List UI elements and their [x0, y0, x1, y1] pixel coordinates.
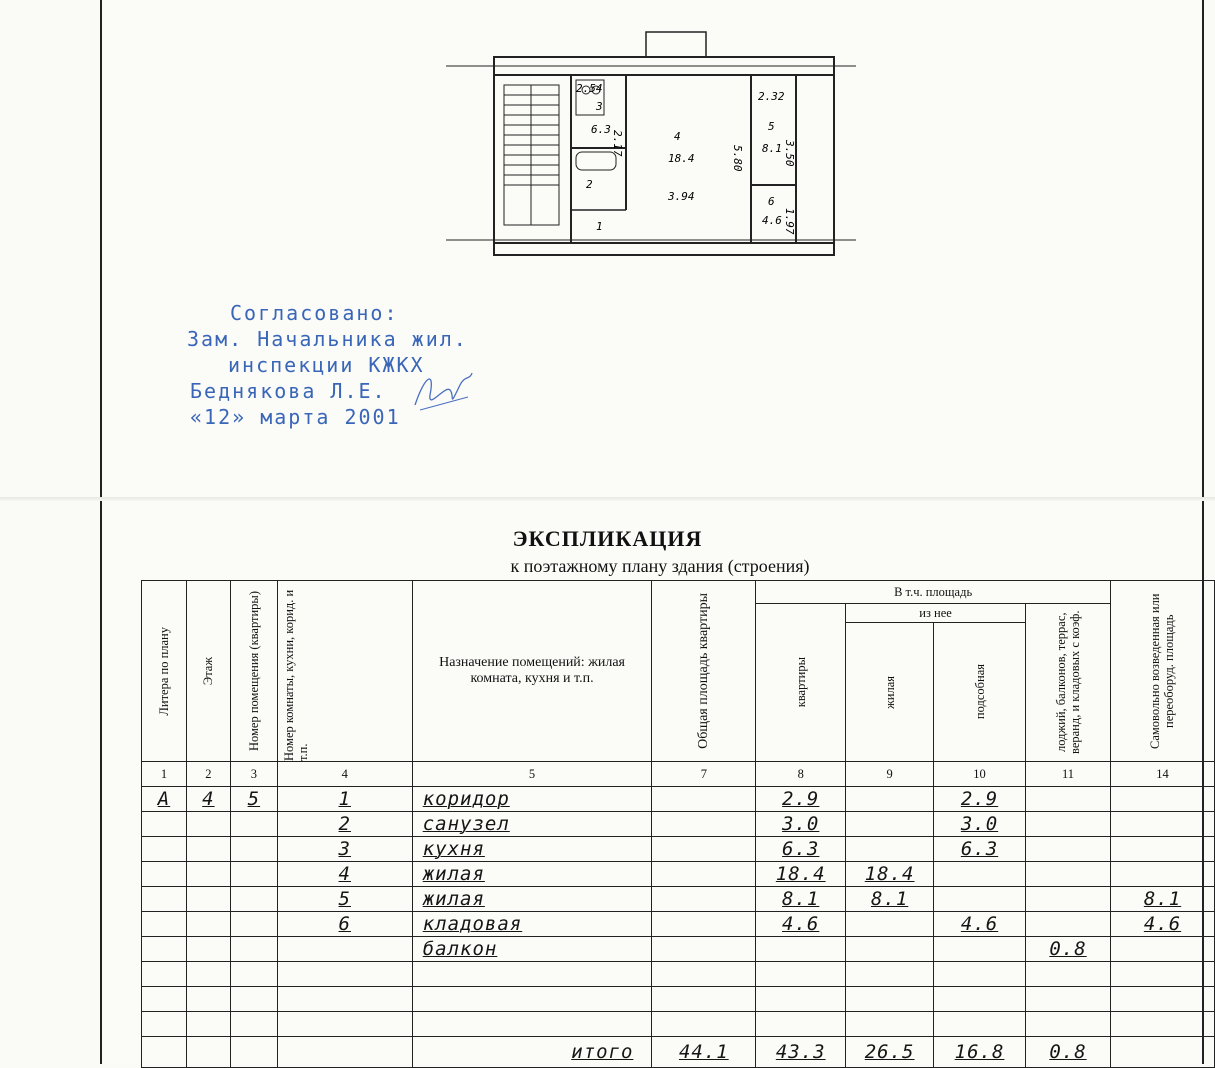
table-row — [142, 937, 1215, 962]
cell-loggia — [1025, 912, 1110, 937]
cell-room — [277, 1012, 412, 1037]
cell-purpose — [412, 1012, 652, 1037]
colnum: 9 — [846, 762, 934, 787]
cell-flat — [756, 962, 846, 987]
header-incl-area: В т.ч. площадь — [756, 581, 1111, 604]
cell-loggia — [1025, 787, 1110, 812]
cell-purpose: коридор — [412, 787, 652, 812]
cell-purpose: балкон — [412, 937, 652, 962]
cell-floor — [186, 987, 230, 1012]
cell-unauth — [1110, 962, 1214, 987]
cell-total — [652, 962, 756, 987]
room5-dims-top: 2.32 — [758, 90, 785, 103]
table-row — [142, 812, 1215, 837]
table-row — [142, 862, 1215, 887]
table-row — [142, 987, 1215, 1012]
cell-flat: 6.3 — [756, 837, 846, 862]
cell-floor: 4 — [186, 787, 230, 812]
header-apt-number: Номер помещения (квартиры) — [230, 581, 277, 762]
header-living: жилая — [846, 623, 934, 762]
document-title: ЭКСПЛИКАЦИЯ — [512, 526, 703, 551]
cell-total — [652, 987, 756, 1012]
cell-litera — [142, 887, 187, 912]
cell-total — [652, 862, 756, 887]
floor-plan — [446, 30, 856, 270]
cell-loggia — [1025, 837, 1110, 862]
cell-purpose: жилая — [412, 887, 652, 912]
total-unauth — [1110, 1037, 1214, 1068]
cell-litera — [142, 862, 187, 887]
cell-loggia — [1025, 962, 1110, 987]
cell-aux: 3.0 — [934, 812, 1026, 837]
room4-dims-side: 5.80 — [731, 145, 744, 172]
total-flat: 43.3 — [756, 1037, 846, 1068]
cell-living — [846, 912, 934, 937]
cell-aux: 6.3 — [934, 837, 1026, 862]
colnum: 2 — [186, 762, 230, 787]
header-unauthorized: Самовольно возведенная или переоборуд. площадь — [1110, 581, 1214, 762]
cell-apt: 5 — [230, 787, 277, 812]
header-room-number: Номер комнаты, кухни, корид. и т.п. — [277, 581, 412, 762]
colnum: 11 — [1025, 762, 1110, 787]
cell-aux — [934, 962, 1026, 987]
cell-total — [652, 937, 756, 962]
cell-unauth — [1110, 787, 1214, 812]
room3-area: 6.3 — [591, 123, 611, 136]
cell-total — [652, 912, 756, 937]
cell-aux — [934, 937, 1026, 962]
colnum: 7 — [652, 762, 756, 787]
room4-dims-bottom: 3.94 — [668, 190, 695, 203]
header-loggias: лоджий, балконов, террас, веранд, и кладовых с коэф. — [1025, 604, 1110, 762]
cell-floor — [186, 887, 230, 912]
cell-litera — [142, 837, 187, 862]
header-total-area: Общая площадь квартиры — [652, 581, 756, 762]
room5-number: 5 — [768, 120, 775, 133]
cell-living — [846, 1012, 934, 1037]
cell-total — [652, 837, 756, 862]
cell-apt — [230, 937, 277, 962]
cell-living — [846, 787, 934, 812]
stamp-line-5: «12» марта 2001 — [190, 405, 401, 429]
cell-loggia — [1025, 862, 1110, 887]
room4-area: 18.4 — [668, 152, 695, 165]
stamp-line-1: Согласовано: — [230, 301, 399, 325]
cell-aux — [934, 862, 1026, 887]
cell-loggia — [1025, 812, 1110, 837]
cell-total — [652, 812, 756, 837]
cell-flat — [756, 1012, 846, 1037]
cell-unauth — [1110, 812, 1214, 837]
header-row — [142, 581, 1215, 604]
cell-room: 5 — [277, 887, 412, 912]
cell-loggia — [1025, 1012, 1110, 1037]
paper-fold — [0, 497, 1215, 501]
room6-dims-side: 1.97 — [783, 208, 796, 235]
cell-loggia — [1025, 987, 1110, 1012]
room3-number: 3 — [596, 100, 603, 113]
cell-aux — [934, 887, 1026, 912]
colnum: 10 — [934, 762, 1026, 787]
cell-living — [846, 987, 934, 1012]
colnum: 3 — [230, 762, 277, 787]
cell-litera — [142, 987, 187, 1012]
cell-total — [652, 1012, 756, 1037]
cell-apt — [230, 862, 277, 887]
header-floor: Этаж — [186, 581, 230, 762]
room3-dims-side: 2.17 — [611, 130, 624, 157]
colnum: 5 — [412, 762, 652, 787]
colnum: 1 — [142, 762, 187, 787]
header-litera: Литера по плану — [142, 581, 187, 762]
cell-living: 8.1 — [846, 887, 934, 912]
room6-number: 6 — [768, 195, 775, 208]
cell-room: 4 — [277, 862, 412, 887]
colnum: 4 — [277, 762, 412, 787]
cell-unauth — [1110, 987, 1214, 1012]
stamp-line-3: инспекции КЖКХ — [228, 353, 425, 377]
cell-unauth — [1110, 862, 1214, 887]
cell-aux: 4.6 — [934, 912, 1026, 937]
cell-aux: 2.9 — [934, 787, 1026, 812]
total-loggia: 0.8 — [1025, 1037, 1110, 1068]
table-row — [142, 962, 1215, 987]
cell-floor — [186, 862, 230, 887]
cell-litera — [142, 937, 187, 962]
colnum: 14 — [1110, 762, 1214, 787]
cell-apt — [230, 837, 277, 862]
stamp-line-2: Зам. Начальника жил. — [187, 327, 468, 351]
cell-flat — [756, 987, 846, 1012]
header-of-which: из нее — [846, 604, 1026, 623]
cell-purpose: санузел — [412, 812, 652, 837]
cell-flat: 18.4 — [756, 862, 846, 887]
cell-living: 18.4 — [846, 862, 934, 887]
cell-floor — [186, 1012, 230, 1037]
total-living: 26.5 — [846, 1037, 934, 1068]
cell-purpose: жилая — [412, 862, 652, 887]
cell-room: 6 — [277, 912, 412, 937]
cell-litera — [142, 812, 187, 837]
cell-room: 1 — [277, 787, 412, 812]
cell-flat: 8.1 — [756, 887, 846, 912]
cell-floor — [186, 812, 230, 837]
cell-apt — [230, 987, 277, 1012]
explication-table — [141, 580, 1215, 1068]
header-auxiliary: подсобная — [934, 623, 1026, 762]
cell-purpose — [412, 987, 652, 1012]
cell-apt — [230, 962, 277, 987]
room3-dims-top: 2.54 — [576, 82, 603, 95]
cell-living — [846, 937, 934, 962]
header-flat: квартиры — [756, 604, 846, 762]
room5-area: 8.1 — [762, 142, 782, 155]
cell-floor — [186, 912, 230, 937]
cell-apt — [230, 812, 277, 837]
table-row — [142, 1012, 1215, 1037]
total-label: итого — [412, 1037, 652, 1068]
cell-unauth: 4.6 — [1110, 912, 1214, 937]
cell-flat: 2.9 — [756, 787, 846, 812]
document-subtitle: к поэтажному плану здания (строения) — [510, 556, 810, 576]
cell-litera — [142, 962, 187, 987]
cell-litera — [142, 1012, 187, 1037]
cell-flat: 3.0 — [756, 812, 846, 837]
cell-loggia — [1025, 887, 1110, 912]
cell-living — [846, 962, 934, 987]
cell-room — [277, 962, 412, 987]
cell-litera: А — [142, 787, 187, 812]
total-area: 44.1 — [652, 1037, 756, 1068]
cell-apt — [230, 887, 277, 912]
total-row — [142, 1037, 1215, 1068]
table-row — [142, 837, 1215, 862]
cell-unauth — [1110, 837, 1214, 862]
cell-total — [652, 887, 756, 912]
cell-room — [277, 937, 412, 962]
room5-dims-side: 3.50 — [783, 140, 796, 167]
cell-flat: 4.6 — [756, 912, 846, 937]
room1-number: 1 — [596, 220, 603, 233]
cell-flat — [756, 937, 846, 962]
cell-room: 3 — [277, 837, 412, 862]
signature — [410, 365, 480, 425]
cell-unauth — [1110, 1012, 1214, 1037]
table-row — [142, 887, 1215, 912]
cell-apt — [230, 1012, 277, 1037]
room2-number: 2 — [586, 178, 593, 191]
cell-room — [277, 987, 412, 1012]
table-row — [142, 912, 1215, 937]
cell-aux — [934, 1012, 1026, 1037]
cell-living — [846, 812, 934, 837]
cell-floor — [186, 837, 230, 862]
cell-living — [846, 837, 934, 862]
cell-aux — [934, 987, 1026, 1012]
table-row — [142, 787, 1215, 812]
cell-total — [652, 787, 756, 812]
cell-floor — [186, 962, 230, 987]
cell-loggia: 0.8 — [1025, 937, 1110, 962]
cell-purpose: кладовая — [412, 912, 652, 937]
column-numbers-row — [142, 762, 1215, 787]
room6-area: 4.6 — [762, 214, 782, 227]
total-aux: 16.8 — [934, 1037, 1026, 1068]
cell-floor — [186, 937, 230, 962]
cell-unauth — [1110, 937, 1214, 962]
colnum: 8 — [756, 762, 846, 787]
cell-purpose — [412, 962, 652, 987]
cell-litera — [142, 912, 187, 937]
header-purpose: Назначение помещений: жилая комната, кухня и т.п. — [412, 581, 652, 762]
cell-purpose: кухня — [412, 837, 652, 862]
room4-number: 4 — [674, 130, 681, 143]
cell-room: 2 — [277, 812, 412, 837]
stamp-line-4: Беднякова Л.Е. — [190, 379, 387, 403]
cell-unauth: 8.1 — [1110, 887, 1214, 912]
cell-apt — [230, 912, 277, 937]
